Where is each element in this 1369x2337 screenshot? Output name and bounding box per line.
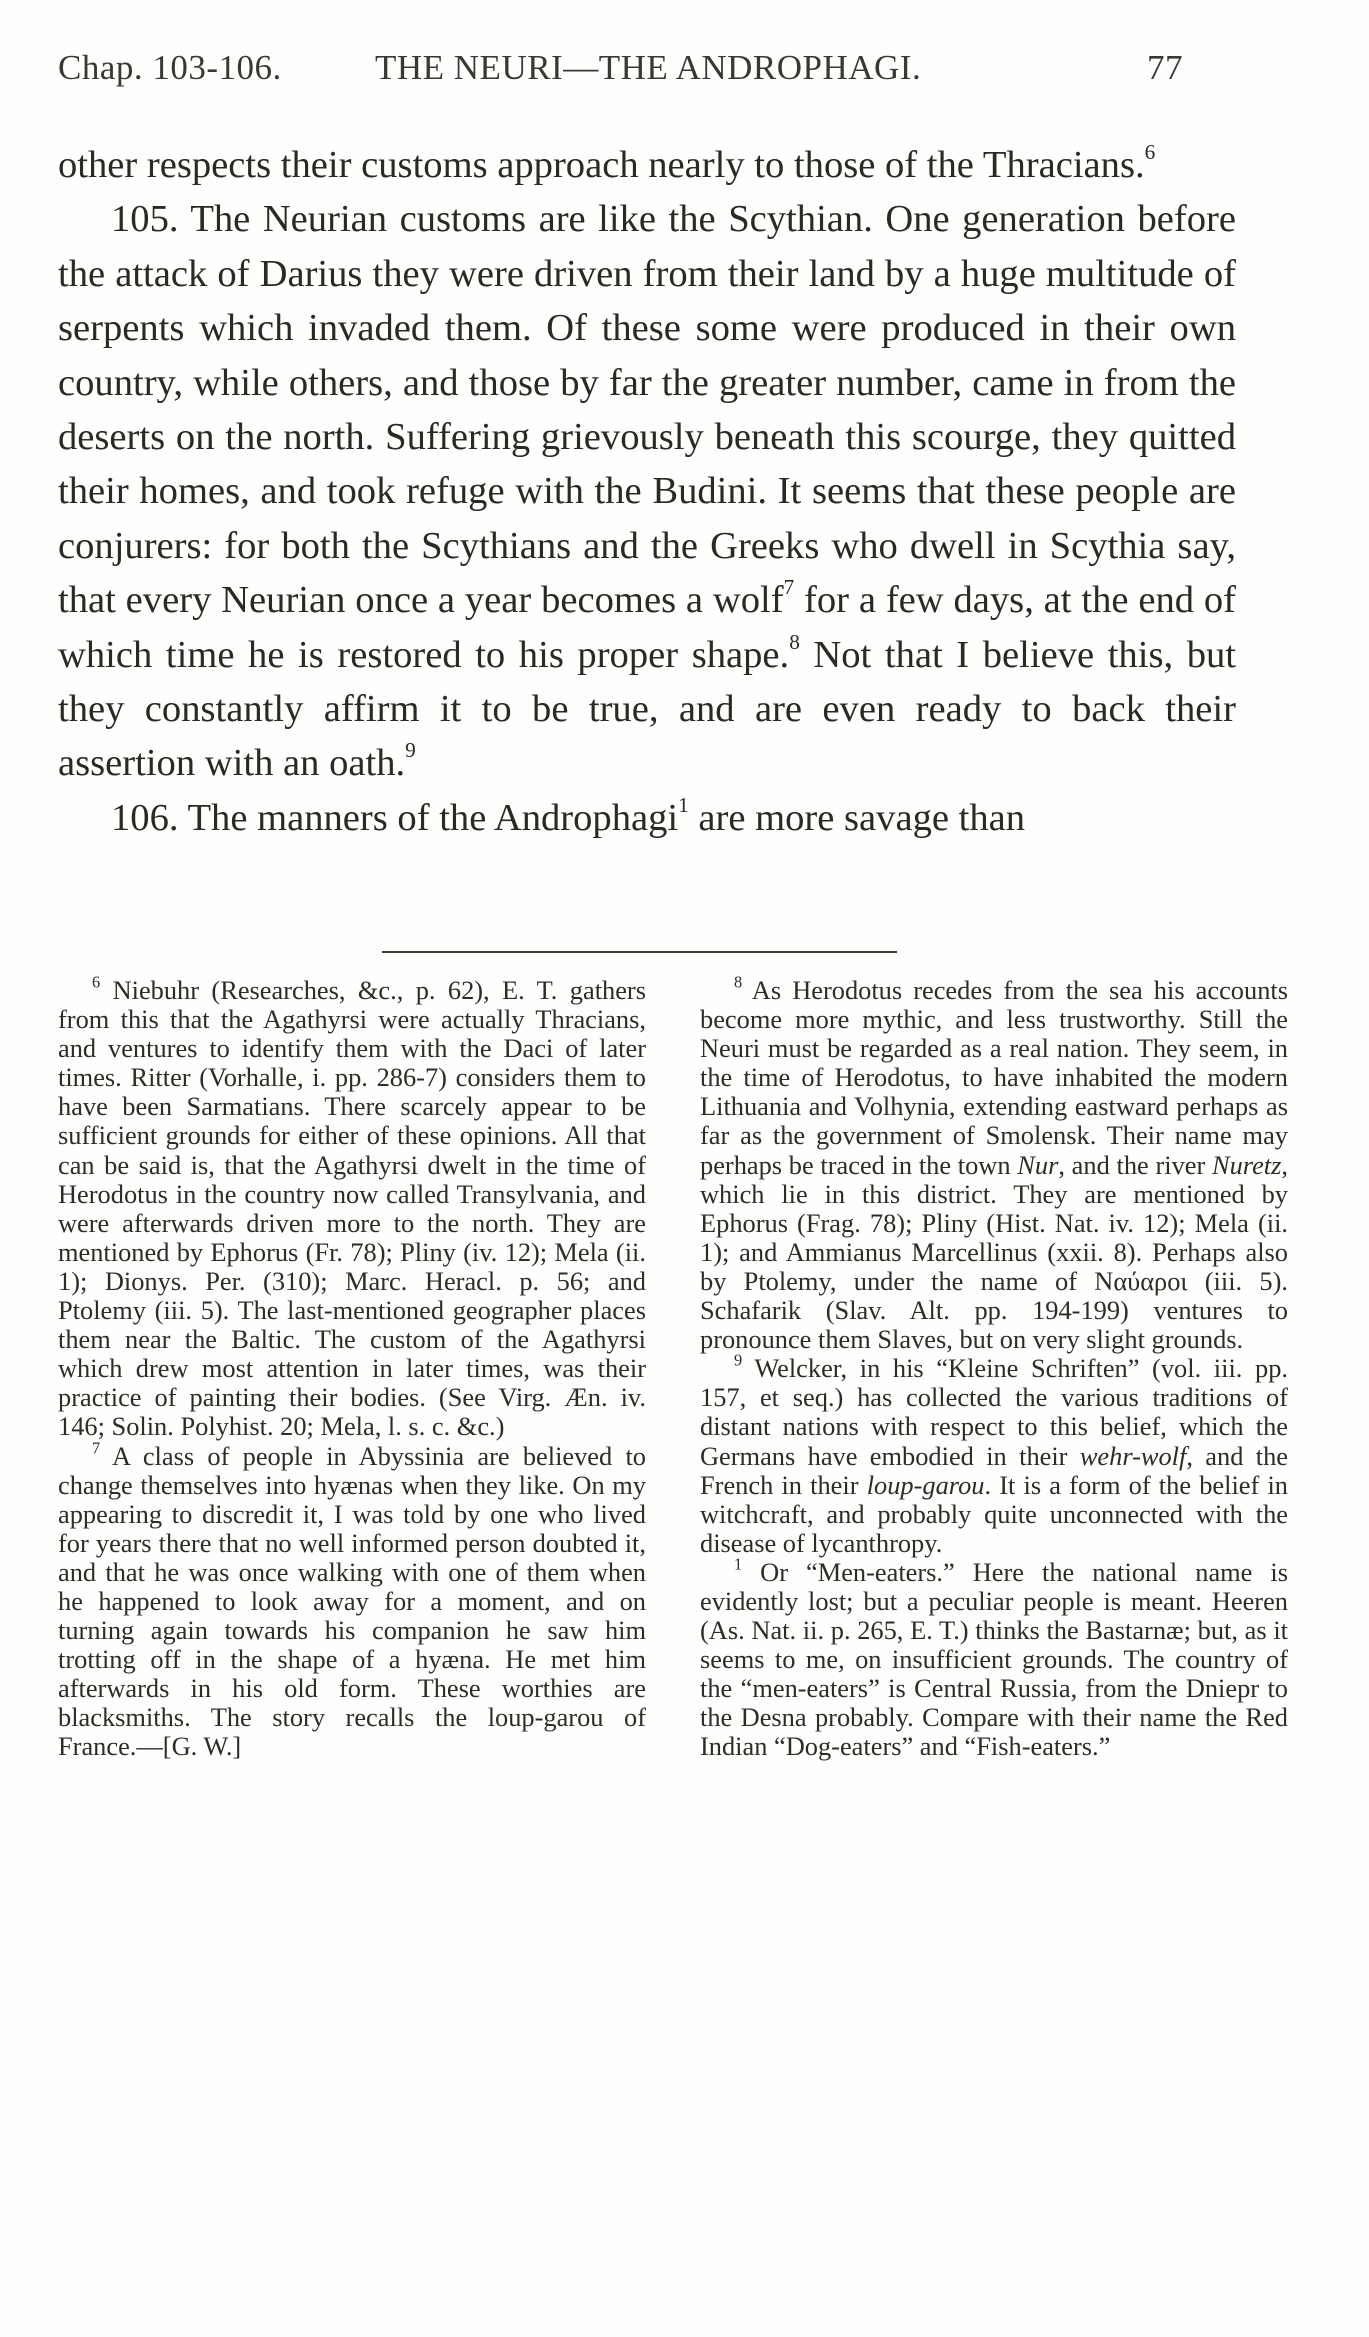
paragraph-continuation: other respects their customs approach nearly to those of the Thracians.$^6$ (58, 139, 1156, 186)
main-text (58, 138, 1236, 845)
paragraph-105: 105. The Neurian customs are like the Scythian. One generation before the attack of Darius they were driven from their land by a huge multitude of serpents which invaded them. Of these some were produced in their own country, while others, and those by far the greater number, came in from the deserts on the north. Suffering grievously beneath this scourge, they quitted their homes, and took refuge with the Budini. It seems that these people are conjurers: for both the Scythians and the Greeks who dwell in Scythia say, that every Neurian once a year becomes a wolf$^7$ for a few days, at the end of which time he is restored to his proper shape.$^8$ Not that I believe this, but they constantly affirm it to be true, and are even ready to back their assertion with an oath.$^9$ (58, 198, 1236, 785)
page-heading: THE NEURI—THE ANDROPHAGI. (375, 48, 922, 87)
page-number: 77 (1147, 48, 1183, 87)
footnote-ref-9: 9 (405, 738, 416, 763)
footnotes-right-column (700, 972, 1288, 1762)
footnote-1: $^1$ Or “Men-eaters.” Here the national name is evidently lost; but a peculiar people is meant. Heeren (As. Nat. ii. p. 265, E. T.) thinks the Bastarnæ; but, as it seems to me, on insufficient grounds. The country of the “men-eaters” is Central Russia, from the Dniepr to the Desna probably. Compare with their name the Red Indian “Dog-eaters” and “Fish-eaters.” (700, 1554, 1288, 1762)
footnote-rule (382, 951, 897, 953)
running-head (58, 48, 1183, 98)
paragraph-106: 106. The manners of the Androphagi$^1$ are more savage than (111, 792, 1026, 839)
footnote-ref-1: 1 (678, 792, 689, 817)
footnote-ref-7: 7 (783, 575, 795, 600)
footnote-ref-6: 6 (1144, 139, 1156, 164)
chapter-range: Chap. 103-106. (58, 48, 282, 87)
footnote-7: $^7$ A class of people in Abyssinia are believed to change themselves into hyænas when they like. On my appearing to discredit it, I was told by one who lived for years there that no well informed person doubted it, and that he was once walking with one of them when he happened to look away for a moment, and on turning again towards his companion he saw him trotting off in the shape of a hyæna. He met him afterwards in his old form. These worthies are blacksmiths. The story recalls the loup-garou of France.—[G. W.] (58, 1438, 646, 1762)
footnote-9: $^9$ Welcker, in his “Kleine Schriften” (vol. iii. pp. 157, et seq.) has collected the various traditions of distant nations with respect to this belief, which the Germans have embodied in their wehr-wolf, and the French in their loup-garou. It is a form of the belief in witchcraft, and probably quite unconnected with the disease of lycanthropy. (700, 1350, 1288, 1558)
footnote-6: $^6$ Niebuhr (Researches, &c., p. 62), E. T. gathers from this that the Agathyrsi were actually Thracians, and ventures to identify them with the Daci of later times. Ritter (Vorhalle, i. pp. 286-7) considers them to have been Sarmatians. There scarcely appear to be sufficient grounds for either of these opinions. All that can be said is, that the Agathyrsi dwelt in the time of Herodotus in the country now called Transylvania, and were afterwards driven more to the north. They are mentioned by Ephorus (Fr. 78); Pliny (iv. 12); Mela (ii. 1); Dionys. Per. (310); Marc. Heracl. p. 56; and Ptolemy (iii. 5). The last-mentioned geographer places them near the Baltic. The custom of the Agathyrsi which drew most attention in later times, was their practice of painting their bodies. (See Virg. Æn. iv. 146; Solin. Polyhist. 20; Mela, l. s. c. &c.) (58, 972, 646, 1442)
footnote-ref-8: 8 (789, 629, 800, 654)
footnotes-left-column (58, 972, 646, 1762)
footnote-8: $^8$ As Herodotus recedes from the sea his accounts become more mythic, and less trustworthy. Still the Neuri must be regarded as a real nation. They seem, in the time of Herodotus, to have inhabited the modern Lithuania and Volhynia, extending eastward perhaps as far as the government of Smolensk. Their name may perhaps be traced in the town Nur, and the river Nuretz, which lie in this district. They are mentioned by Ephorus (Frag. 78); Pliny (Hist. Nat. iv. 12); Mela (ii. 1); and Ammianus Marcellinus (xxii. 8). Perhaps also by Ptolemy, under the name of Ναύαροι (iii. 5). Schafarik (Slav. Alt. pp. 194-199) ventures to pronounce them Slaves, but on very slight grounds. (700, 972, 1288, 1355)
